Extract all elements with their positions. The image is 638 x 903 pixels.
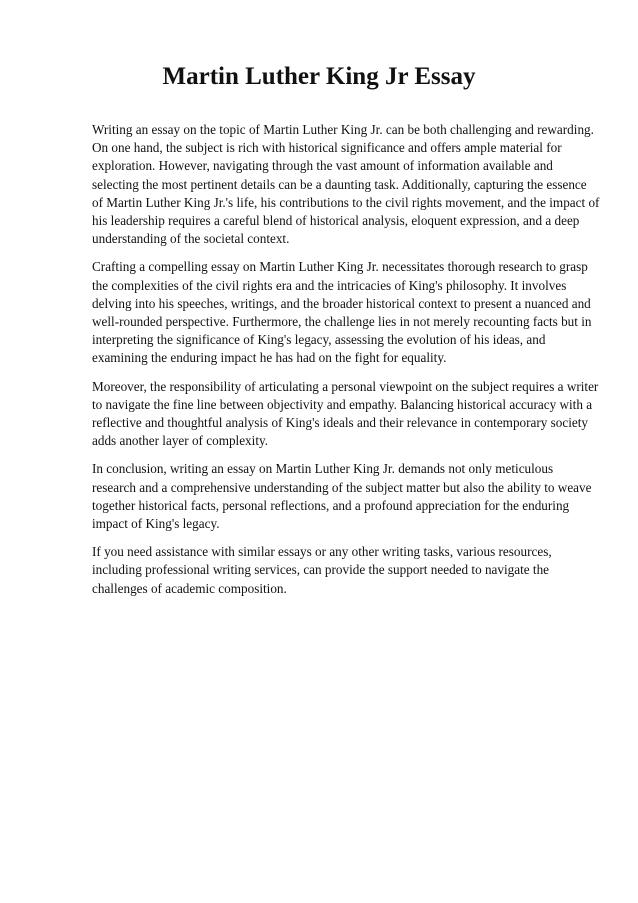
paragraph-2: Crafting a compelling essay on Martin Luther King Jr. necessitates thorough research to grasp the complexities of the civil rights era and the intricacies of King's philosophy. It involves delving into his speeches, writings, and the broader historical context to present a nuanced and well-rounded perspective. Furthermore, the challenge lies in not merely recounting facts but in interpreting the significance of King's legacy, assessing the evolution of his ideas, and examining the enduring impact he has had on the fight for equality.: [92, 259, 592, 366]
document-title: Martin Luther King Jr Essay: [162, 63, 476, 90]
paragraph-4: In conclusion, writing an essay on Martin Luther King Jr. demands not only meticulous research and a comprehensive understanding of the subject matter but also the ability to weave together historical facts, personal reflections, and a profound appreciation for the enduring impact of King's legacy.: [92, 461, 592, 532]
paragraph-5: If you need assistance with similar essays or any other writing tasks, various resources, including professional writing services, can provide the support needed to navigate the challenges of academic composition.: [92, 544, 552, 596]
paragraph-3: Moreover, the responsibility of articulating a personal viewpoint on the subject requires a writer to navigate the fine line between objectivity and empathy. Balancing historical accuracy with a reflective and thoughtful analysis of King's ideals and their relevance in contemporary society adds another layer of complexity.: [92, 378, 599, 449]
paragraph-1: Writing an essay on the topic of Martin Luther King Jr. can be both challenging and rewarding. On one hand, the subject is rich with historical significance and offers ample material for exploration. However, navigating through the vast amount of information available and selecting the most pertinent details can be a daunting task. Additionally, capturing the essence of Martin Luther King Jr.'s life, his contributions to the civil rights movement, and the impact of his leadership requires a careful blend of historical analysis, eloquent expression, and a deep understanding of the societal context.: [92, 122, 600, 247]
document-body: [92, 121, 600, 608]
